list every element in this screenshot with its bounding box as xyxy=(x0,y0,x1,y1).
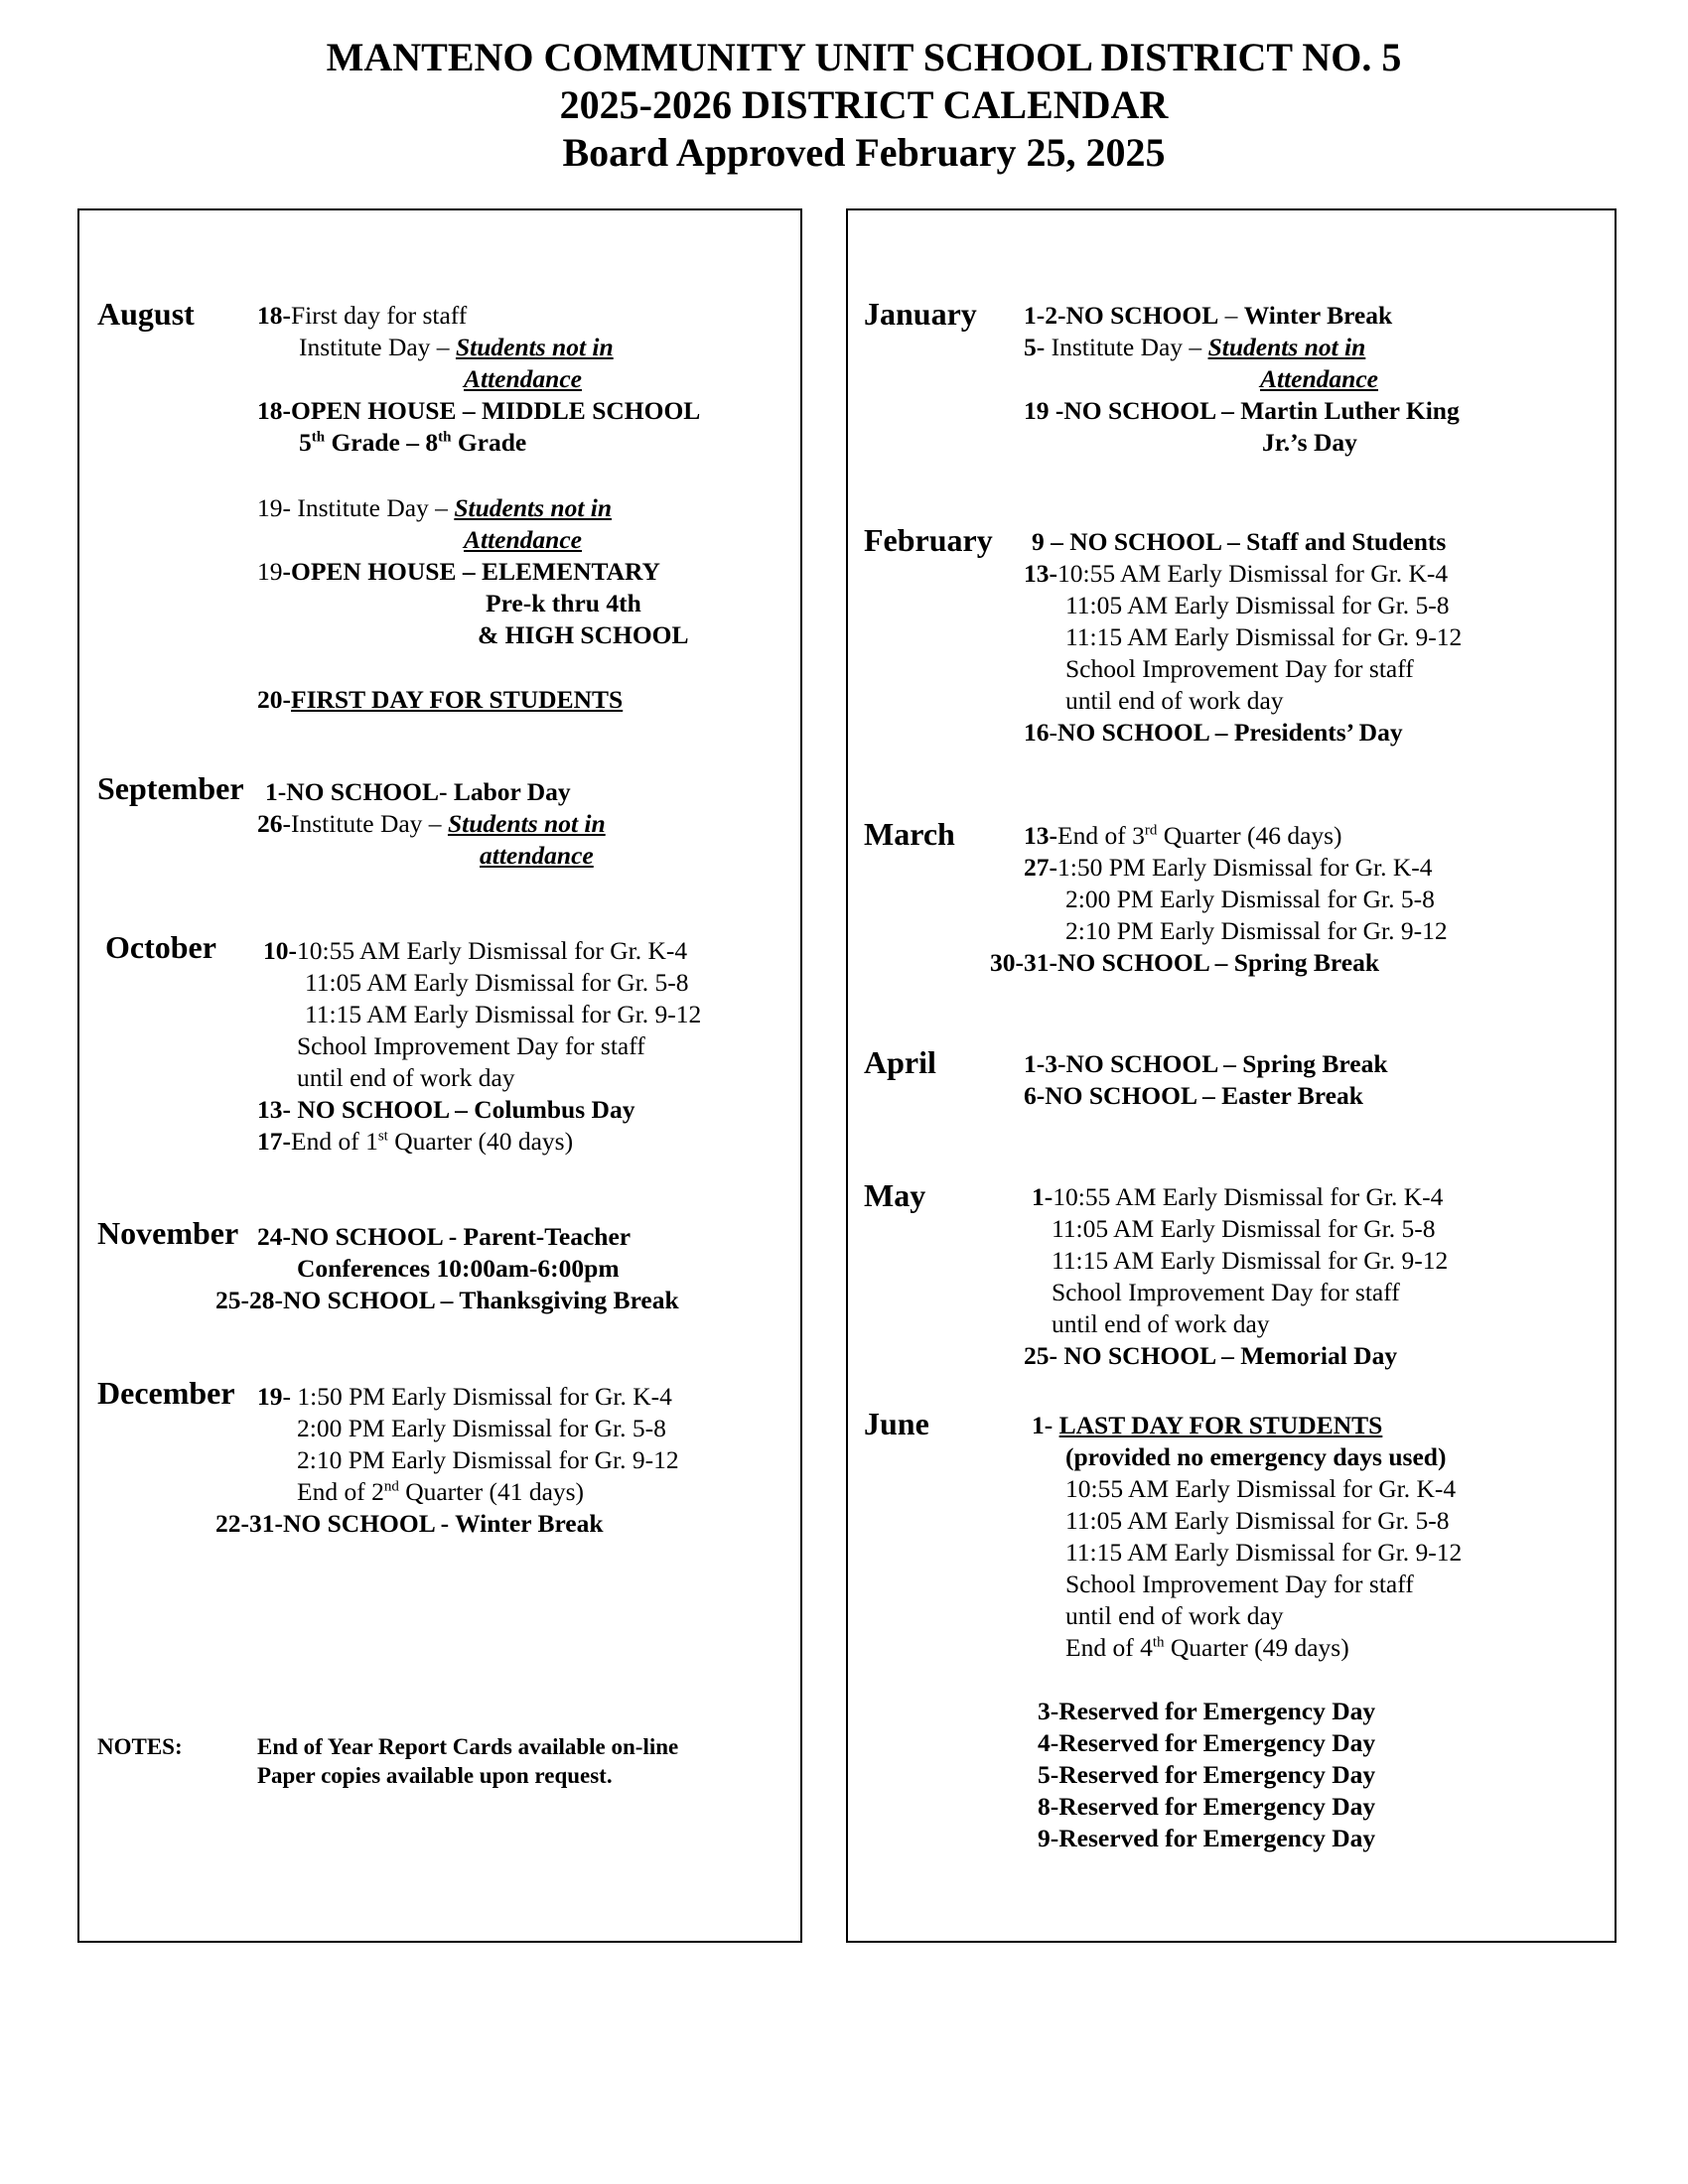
march-entry: 2:00 PM Early Dismissal for Gr. 5-8 xyxy=(1065,885,1435,913)
march-entry: 27-1:50 PM Early Dismissal for Gr. K-4 xyxy=(1024,853,1433,882)
notes-label: NOTES: xyxy=(97,1734,183,1759)
emergency-day: 5-Reserved for Emergency Day xyxy=(1038,1760,1376,1789)
september-entry: 26-Institute Day – Students not in xyxy=(257,809,606,838)
june-entry: 1- LAST DAY FOR STUDENTS xyxy=(1032,1411,1383,1439)
june-entry: End of 4th Quarter (49 days) xyxy=(1065,1633,1349,1662)
august-entry: Institute Day – Students not in xyxy=(299,333,614,361)
may-entry: 11:05 AM Early Dismissal for Gr. 5-8 xyxy=(1052,1214,1436,1243)
february-entry: 11:05 AM Early Dismissal for Gr. 5-8 xyxy=(1065,591,1450,619)
october-entry: 17-End of 1st Quarter (40 days) xyxy=(257,1127,574,1156)
august-entry: 20-FIRST DAY FOR STUDENTS xyxy=(257,685,624,714)
august-entry: Attendance xyxy=(464,525,582,554)
march-entry: 13-End of 3rd Quarter (46 days) xyxy=(1024,821,1342,850)
january-entry: 5- Institute Day – Students not in xyxy=(1024,333,1366,361)
november-entry: Conferences 10:00am-6:00pm xyxy=(297,1254,620,1283)
month-june: June xyxy=(864,1406,929,1441)
august-entry: 19- Institute Day – Students not in xyxy=(257,493,613,522)
may-entry: 25- NO SCHOOL – Memorial Day xyxy=(1024,1341,1398,1370)
december-entry: 2:00 PM Early Dismissal for Gr. 5-8 xyxy=(297,1414,666,1442)
october-entry: 11:05 AM Early Dismissal for Gr. 5-8 xyxy=(305,968,689,997)
may-entry: 1-10:55 AM Early Dismissal for Gr. K-4 xyxy=(1032,1182,1444,1211)
february-entry: 11:15 AM Early Dismissal for Gr. 9-12 xyxy=(1065,622,1463,651)
month-october: October xyxy=(105,929,216,965)
month-january: January xyxy=(864,296,977,332)
january-entry: 19 -NO SCHOOL – Martin Luther King xyxy=(1024,396,1460,425)
august-entry: 18-First day for staff xyxy=(257,301,468,330)
month-february: February xyxy=(864,522,993,558)
january-entry: Jr.’s Day xyxy=(1262,428,1357,457)
june-entry: 11:05 AM Early Dismissal for Gr. 5-8 xyxy=(1065,1506,1450,1535)
may-entry: School Improvement Day for staff xyxy=(1052,1278,1400,1306)
february-entry: 16-NO SCHOOL – Presidents’ Day xyxy=(1024,718,1403,747)
june-entry: until end of work day xyxy=(1065,1601,1284,1630)
month-december: December xyxy=(97,1375,235,1411)
month-august: August xyxy=(97,296,195,332)
august-entry: 5th Grade – 8th Grade xyxy=(299,428,527,457)
may-entry: until end of work day xyxy=(1052,1309,1270,1338)
document-title xyxy=(0,34,1688,177)
october-entry: 13- NO SCHOOL – Columbus Day xyxy=(257,1095,635,1124)
october-entry: until end of work day xyxy=(297,1063,515,1092)
august-entry: Attendance xyxy=(464,364,582,393)
september-entry: 1-NO SCHOOL- Labor Day xyxy=(265,777,571,806)
notes-line: End of Year Report Cards available on-line xyxy=(257,1734,679,1759)
june-entry: 11:15 AM Early Dismissal for Gr. 9-12 xyxy=(1065,1538,1463,1567)
emergency-day: 8-Reserved for Emergency Day xyxy=(1038,1792,1376,1821)
month-may: May xyxy=(864,1177,926,1213)
month-september: September xyxy=(97,770,244,806)
emergency-day: 4-Reserved for Emergency Day xyxy=(1038,1728,1376,1757)
november-entry: 24-NO SCHOOL - Parent-Teacher xyxy=(257,1222,632,1251)
emergency-day: 9-Reserved for Emergency Day xyxy=(1038,1824,1376,1852)
emergency-day: 3-Reserved for Emergency Day xyxy=(1038,1697,1376,1725)
february-entry: 9 – NO SCHOOL – Staff and Students xyxy=(1032,527,1447,556)
approval-date: Board Approved February 25, 2025 xyxy=(562,130,1166,175)
march-entry: 2:10 PM Early Dismissal for Gr. 9-12 xyxy=(1065,916,1448,945)
month-april: April xyxy=(864,1044,936,1080)
august-entry: 18-OPEN HOUSE – MIDDLE SCHOOL xyxy=(257,396,701,425)
may-entry: 11:15 AM Early Dismissal for Gr. 9-12 xyxy=(1052,1246,1449,1275)
district-name: MANTENO COMMUNITY UNIT SCHOOL DISTRICT NO. 5 xyxy=(326,35,1402,79)
october-entry: 10-10:55 AM Early Dismissal for Gr. K-4 xyxy=(263,936,688,965)
january-entry: Attendance xyxy=(1260,364,1378,393)
april-entry: 1-3-NO SCHOOL – Spring Break xyxy=(1024,1049,1388,1078)
september-entry: attendance xyxy=(480,841,594,870)
june-entry: (provided no emergency days used) xyxy=(1065,1442,1447,1471)
june-entry: School Improvement Day for staff xyxy=(1065,1570,1414,1598)
calendar-year: 2025-2026 DISTRICT CALENDAR xyxy=(559,82,1169,127)
october-entry: 11:15 AM Early Dismissal for Gr. 9-12 xyxy=(305,1000,702,1028)
march-entry: 30-31-NO SCHOOL – Spring Break xyxy=(990,948,1380,977)
month-november: November xyxy=(97,1215,239,1251)
december-entry: End of 2nd Quarter (41 days) xyxy=(297,1477,585,1506)
december-entry: 22-31-NO SCHOOL - Winter Break xyxy=(215,1509,604,1538)
january-entry: 1-2-NO SCHOOL – Winter Break xyxy=(1024,301,1393,330)
october-entry: School Improvement Day for staff xyxy=(297,1031,645,1060)
february-entry: School Improvement Day for staff xyxy=(1065,654,1414,683)
february-entry: 13-10:55 AM Early Dismissal for Gr. K-4 xyxy=(1024,559,1449,588)
august-entry: Pre-k thru 4th xyxy=(486,589,641,617)
december-entry: 2:10 PM Early Dismissal for Gr. 9-12 xyxy=(297,1445,679,1474)
june-entry: 10:55 AM Early Dismissal for Gr. K-4 xyxy=(1065,1474,1457,1503)
december-entry: 19- 1:50 PM Early Dismissal for Gr. K-4 xyxy=(257,1382,672,1411)
august-entry: & HIGH SCHOOL xyxy=(478,620,689,649)
february-entry: until end of work day xyxy=(1065,686,1284,715)
august-entry: 19-OPEN HOUSE – ELEMENTARY xyxy=(257,557,660,586)
november-entry: 25-28-NO SCHOOL – Thanksgiving Break xyxy=(215,1286,679,1314)
month-march: March xyxy=(864,816,955,852)
notes-line: Paper copies available upon request. xyxy=(257,1763,613,1788)
april-entry: 6-NO SCHOOL – Easter Break xyxy=(1024,1081,1363,1110)
